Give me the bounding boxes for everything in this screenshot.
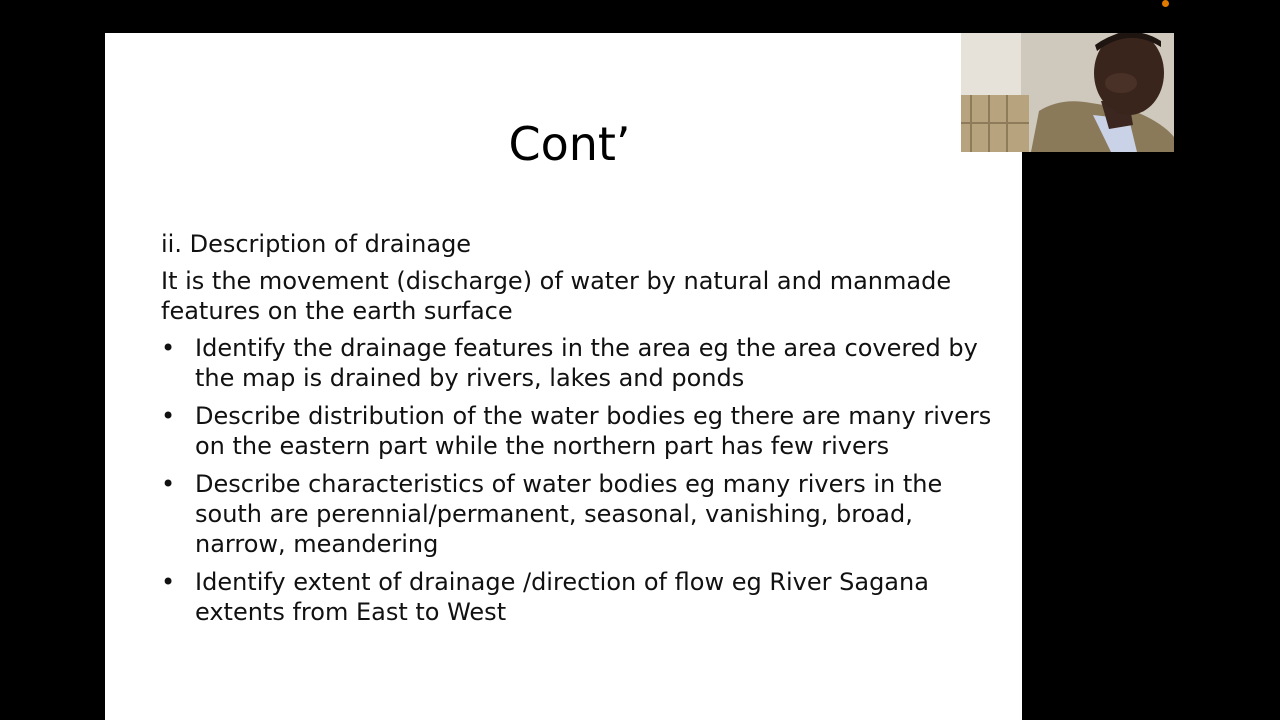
slide-title-text: Cont’ bbox=[508, 117, 631, 171]
slide-body bbox=[161, 229, 1001, 635]
slide-intro-text: It is the movement (discharge) of water by natural and manmade features on the earth surface bbox=[161, 267, 952, 325]
bullet-text: Identify the drainage features in the area eg the area covered by the map is drained by rivers, lakes and ponds bbox=[195, 334, 978, 392]
presenter-webcam-feed bbox=[961, 33, 1174, 152]
bullet-dot-icon: • bbox=[161, 334, 176, 362]
webcam-image bbox=[961, 33, 1174, 152]
bullet-dot-icon: • bbox=[161, 568, 176, 596]
slide bbox=[105, 33, 1022, 720]
recording-dot-icon bbox=[1162, 0, 1169, 7]
slide-subheading: ii. Description of drainage bbox=[161, 230, 472, 258]
bullet-dot-icon: • bbox=[161, 470, 176, 498]
bullet-text: Describe distribution of the water bodies eg there are many rivers on the eastern part while the northern part has few rivers bbox=[195, 402, 992, 460]
bullet-text: Identify extent of drainage /direction of flow eg River Sagana extents from East to West bbox=[195, 568, 929, 626]
bullet-item bbox=[161, 567, 1001, 627]
bullet-item bbox=[161, 333, 1001, 393]
bullet-dot-icon: • bbox=[161, 402, 176, 430]
slide-title bbox=[105, 117, 1022, 171]
bullet-item bbox=[161, 401, 1001, 461]
bullet-item bbox=[161, 469, 1001, 559]
bullet-list bbox=[161, 333, 1001, 627]
bullet-text: Describe characteristics of water bodies eg many rivers in the south are perennial/permanent, seasonal, vanishing, broad, narrow, meandering bbox=[195, 470, 943, 558]
